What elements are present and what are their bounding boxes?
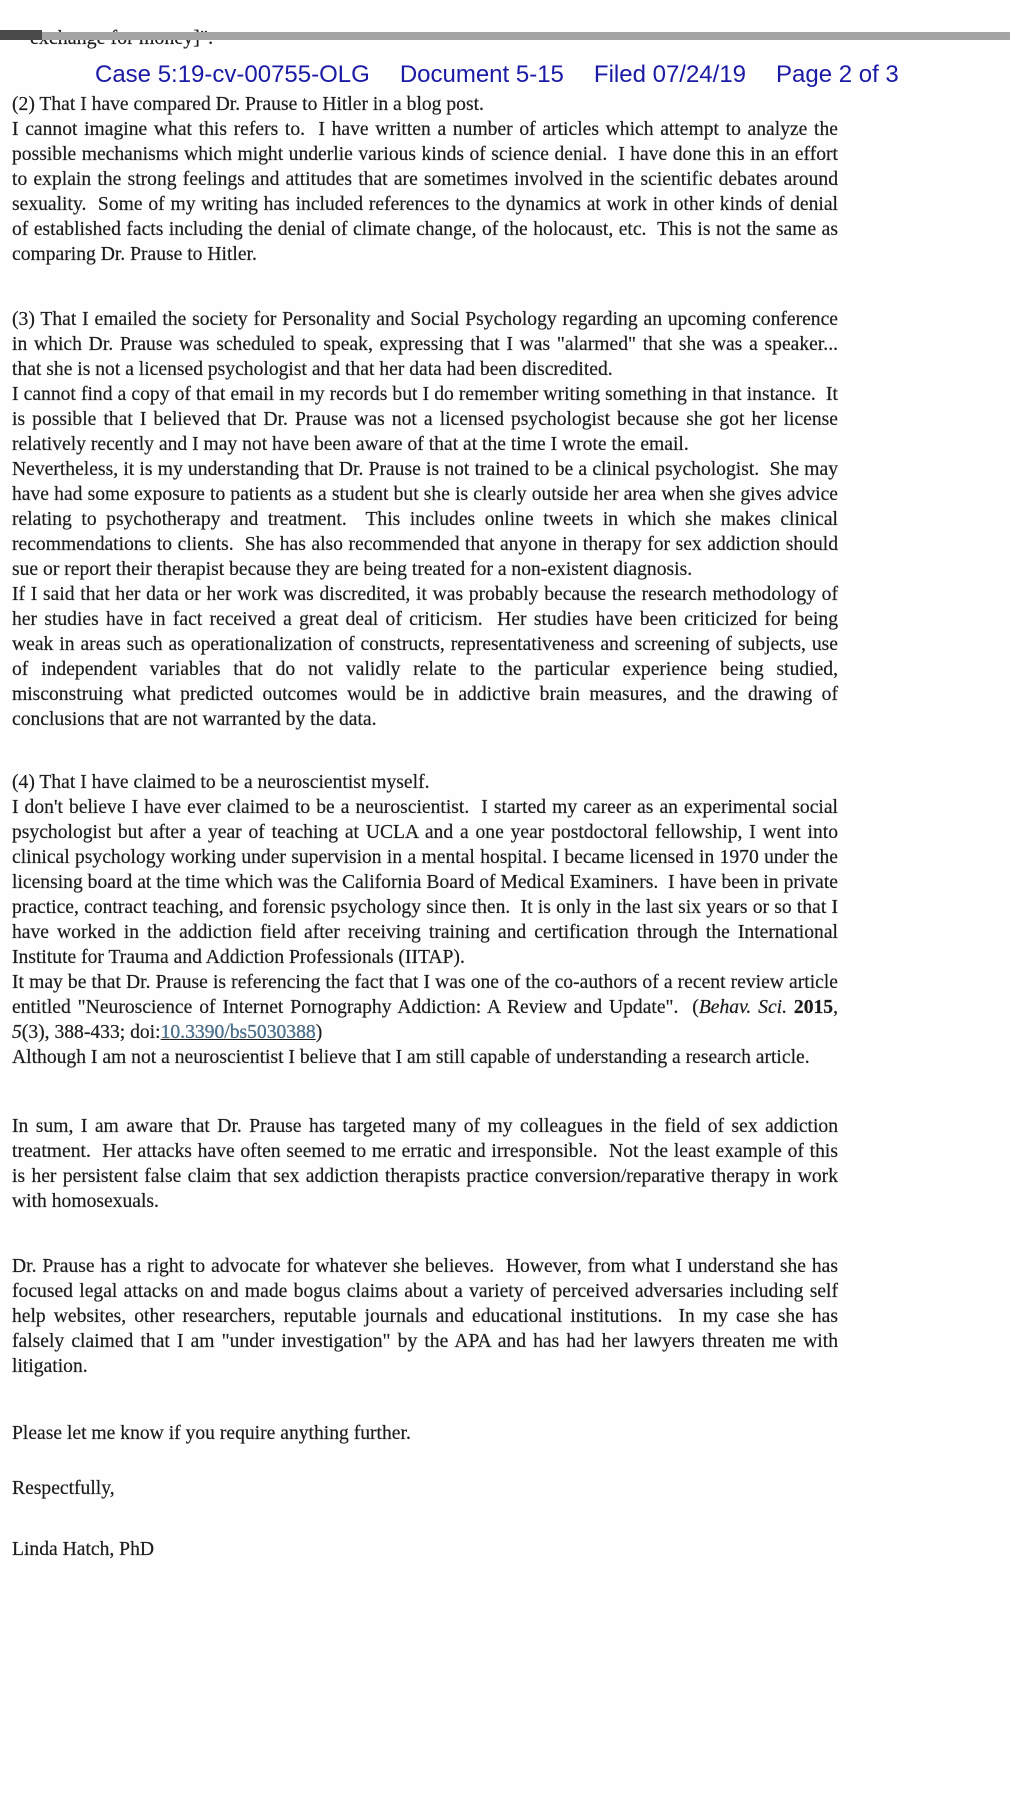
- stamp-page-number: Page 2 of 3: [776, 61, 899, 88]
- response-to-claim-3-part-1: I cannot find a copy of that email in my records but I do remember writing something in that instance. It is possible that I believed that Dr. Prause was not a licensed psychologist because she got her license relatively recently and I may not have been aware of that at the time I wrote the email.: [12, 384, 843, 455]
- court-filing-stamp: [95, 60, 1010, 90]
- citation-prefix-text: It may be that Dr. Prause is referencing the fact that I was one of the co-authors of a recent review article entitled "Neuroscience of Internet Pornography Addiction: A Review and Update". (: [12, 972, 843, 1018]
- scan-edge-bar: [0, 32, 1010, 40]
- stamp-filed-date: Filed 07/24/19: [593, 61, 747, 88]
- letter-body: [12, 92, 843, 1562]
- citation-volume: 5: [12, 1022, 22, 1043]
- response-to-claim-2: I cannot imagine what this refers to. I have written a number of articles which attempt to analyze the possible mechanisms which might underlie various kinds of science denial. I have done this in an effort to explain the strong feelings and attitudes that are sometimes involved in the scientific debates around sexuality. Some of my writing has included references to the dynamics at work in other kinds of denial of established facts including the denial of climate change, of the holocaust, etc. This is not the same as comparing Dr. Prause to Hitler.: [12, 119, 843, 265]
- citation-separator: ,: [833, 997, 843, 1018]
- claim-4-heading: (4) That I have claimed to be a neuroscientist myself.: [12, 772, 430, 793]
- summary-paragraph: In sum, I am aware that Dr. Prause has targeted many of my colleagues in the field of sex addiction treatment. Her attacks have often seemed to me erratic and irresponsible. Not the least example of this is her persistent false claim that sex addiction therapists practice conversion/reparative therapy in work with homosexuals.: [12, 1116, 843, 1212]
- stamp-case-number: Case 5:19-cv-00755-OLG: [95, 61, 370, 88]
- document-page: [0, 26, 1010, 1809]
- claim-3-heading: (3) That I emailed the society for Personality and Social Psychology regarding an upcoming conference in which Dr. Prause was scheduled to speak, expressing that I was "alarmed" that she was a speaker... that she is not a licensed psychologist and that her data had been discredited.: [12, 309, 843, 380]
- signature-name: Linda Hatch, PhD: [12, 1539, 155, 1560]
- response-to-claim-3-part-2: Nevertheless, it is my understanding that Dr. Prause is not trained to be a clinical psychologist. She may have had some exposure to patients as a student but she is clearly outside her area when she gives advice relating to psychotherapy and treatment. This includes online tweets in which she makes clinical recommendations to clients. She has also recommended that anyone in therapy for sex addiction should sue or report their therapist because they are being treated for a non-existent diagnosis.: [12, 459, 843, 580]
- citation-paragraph: [12, 970, 843, 1045]
- doi-link[interactable]: 10.3390/bs5030388: [160, 1022, 316, 1043]
- response-to-claim-3-part-3: If I said that her data or her work was discredited, it was probably because the research methodology of her studies have in fact received a great deal of criticism. Her studies have been criticized for being weak in areas such as operationalization of constructs, representativeness and screening of subjects, use of independent variables that do not validly relate to the particular experience being studied, misconstruing what predicted outcomes would be in addictive brain measures, and the drawing of conclusions that are not warranted by the data.: [12, 584, 843, 730]
- closing-line: Please let me know if you require anything further.: [12, 1423, 411, 1444]
- scan-edge-bar-dark-cap: [0, 30, 42, 40]
- citation-issue-pages: (3), 388-433; doi:: [21, 1022, 161, 1043]
- stamp-document-number: Document 5-15: [399, 61, 564, 88]
- citation-suffix: ): [315, 1022, 323, 1043]
- response-to-claim-4-part-1: I don't believe I have ever claimed to be a neuroscientist. I started my career as an experimental social psychologist but after a year of teaching at UCLA and a one year postdoctoral fellowship, I went into clinical psychology working under supervision in a mental hospital. I became licensed in 1970 under the licensing board at the time which was the California Board of Medical Examiners. I have been in private practice, contract teaching, and forensic psychology since then. It is only in the last six years or so that I have worked in the addiction field after receiving training and certification through the International Institute for Trauma and Addiction Professionals (IITAP).: [12, 797, 843, 968]
- response-to-claim-4-part-3: Although I am not a neuroscientist I believe that I am still capable of understanding a research article.: [12, 1047, 810, 1068]
- citation-year: 2015: [786, 997, 834, 1018]
- valediction: Respectfully,: [12, 1478, 115, 1499]
- claim-2-heading: (2) That I have compared Dr. Prause to Hitler in a blog post.: [12, 94, 484, 115]
- advocacy-paragraph: Dr. Prause has a right to advocate for whatever she believes. However, from what I understand she has focused legal attacks on and made bogus claims about a variety of perceived adversaries including self help websites, other researchers, reputable journals and educational institutions. In my case she has falsely claimed that I am "under investigation" by the APA and has had her lawyers threaten me with litigation.: [12, 1256, 843, 1377]
- citation-journal-name: Behav. Sci.: [698, 997, 787, 1018]
